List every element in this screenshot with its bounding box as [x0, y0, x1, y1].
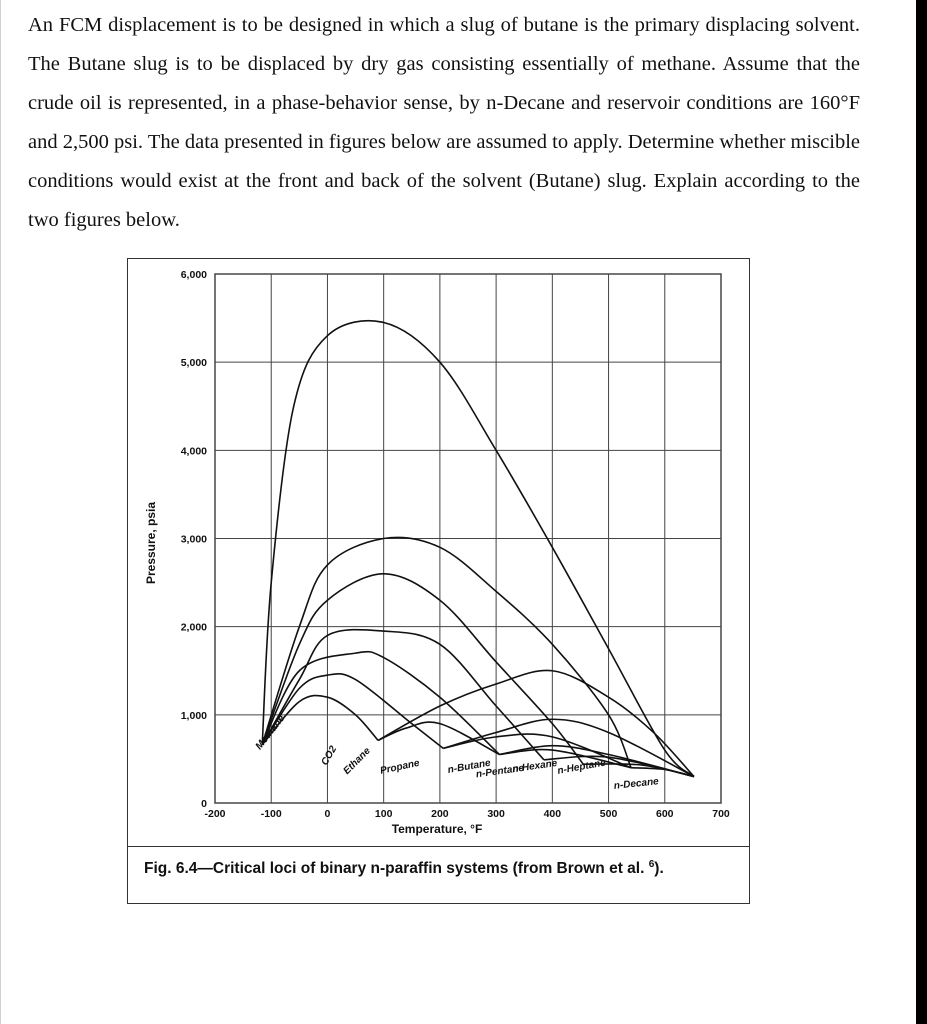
critical-locus-curve: [262, 537, 631, 767]
caption-superscript: 6: [648, 859, 655, 870]
critical-locus-curve: [262, 630, 544, 760]
x-tick-label: 700: [712, 808, 730, 820]
x-tick-label: 200: [431, 808, 449, 820]
right-edge-bar: [916, 0, 927, 1024]
critical-loci-chart: [127, 258, 750, 846]
caption-end: ).: [654, 860, 664, 878]
figure-caption-divider: [127, 846, 750, 847]
y-tick-label: 5,000: [180, 357, 207, 370]
x-tick-label: 300: [487, 808, 505, 820]
y-axis-label: Pressure, psia: [144, 501, 158, 585]
y-tick-label: 6,000: [180, 269, 207, 281]
critical-locus-curve: [378, 722, 499, 754]
y-tick-label: 2,000: [180, 621, 207, 634]
component-label: Propane: [379, 757, 421, 777]
y-tick-label: 1,000: [180, 709, 207, 722]
component-label: Ethane: [341, 745, 373, 777]
x-tick-label: 400: [543, 808, 562, 820]
x-axis-label: Temperature, °F: [391, 822, 483, 836]
x-tick-label: -200: [204, 808, 226, 820]
component-label: n-Pentane: [475, 762, 525, 781]
y-tick-label: 0: [201, 798, 207, 810]
component-label: CO2: [319, 744, 340, 768]
question-text: An FCM displacement is to be designed in which a slug of butane is the primary displacing solvent. The Butane slug is to be displaced by dry gas consisting essentially of methane. Assume that the crude oil is represented, in a phase-behavior sense, by n-Decane and reservoir conditions are 160°F and 2,500 psi. The data presented in figures below are assumed to apply. Determine whether miscible conditions would exist at the front and back of the solvent (Butane) slug. Explain according to the two figures below.: [28, 14, 860, 231]
critical-locus-curve: [262, 574, 583, 764]
caption-main: Fig. 6.4—Critical loci of binary n-paraffin systems (from Brown et al.: [144, 860, 645, 878]
x-tick-label: 100: [374, 808, 393, 820]
figure-caption: [144, 855, 744, 878]
x-tick-label: 500: [599, 808, 618, 820]
component-label: n-Heptane: [556, 757, 607, 777]
y-tick-label: 4,000: [180, 445, 207, 458]
component-label: n-Hexane: [511, 757, 558, 776]
component-label: Methane: [253, 713, 288, 752]
x-tick-label: -100: [260, 808, 282, 820]
component-label: n-Butane: [446, 757, 492, 776]
y-tick-label: 3,000: [180, 533, 207, 546]
x-tick-label: 0: [324, 808, 331, 820]
component-label: n-Decane: [613, 776, 660, 792]
x-tick-label: 600: [656, 808, 674, 820]
